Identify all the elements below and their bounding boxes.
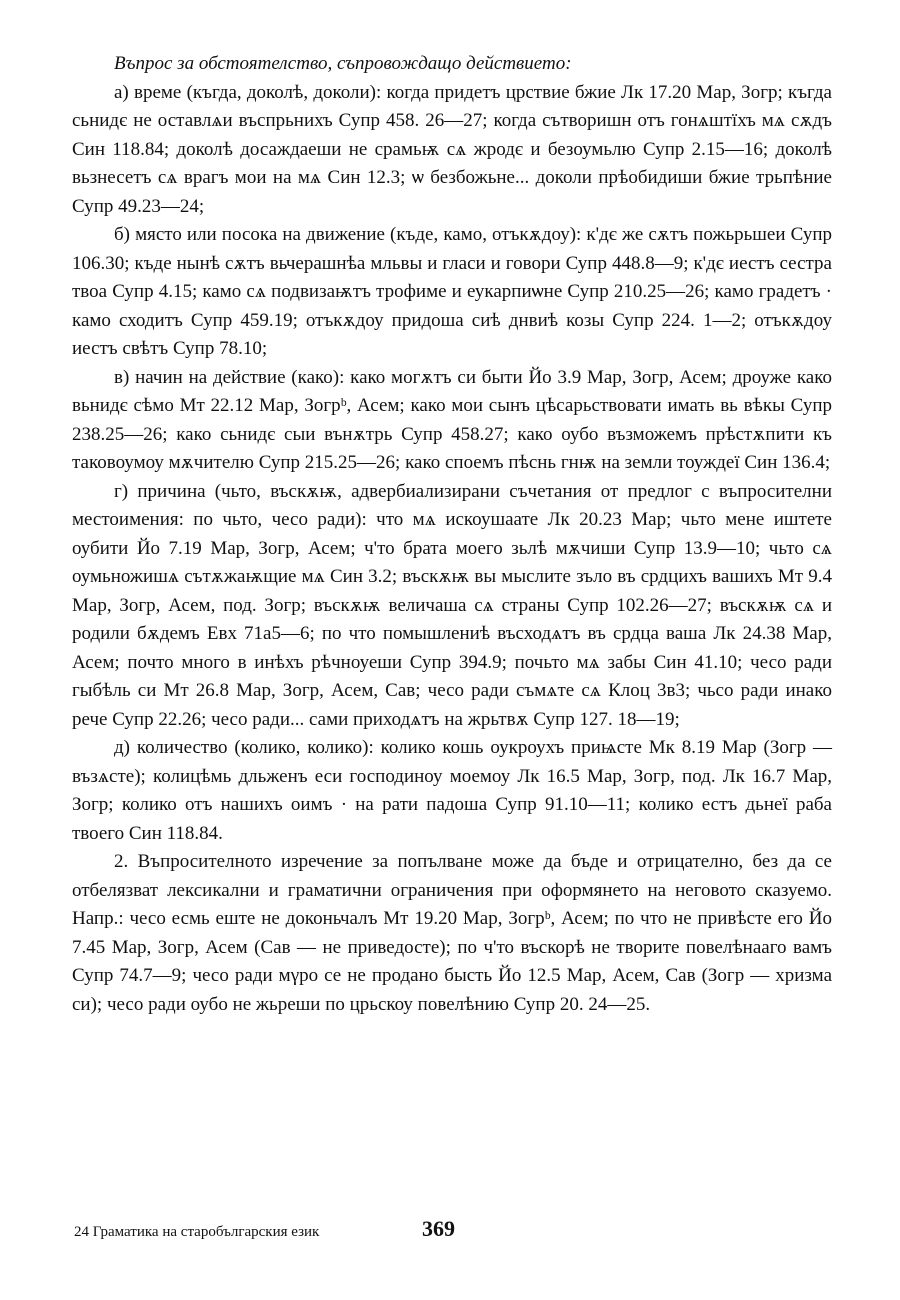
page-body bbox=[72, 50, 832, 1019]
paragraph-place: б) място или посока на движение (къде, камо, отъкѫдоу): к'дє же сѫтъ пожьрьшеи Супр 106.30; къде нынѣ сѫтъ вьчерашнѣа мльвы и гласи и говори Супр 448.8—9; к'дє иестъ сестра твоа Супр 4.15; камо сѧ подвизаѭтъ трофиме и еукарпиѡне Супр 210.25—26; камо градетъ · камо сходитъ Супр 459.19; отъкѫдоу придоша сиѣ днвиѣ козы Супр 224. 1—2; отъкѫдоу иестъ свѣтъ Супр 78.10; bbox=[72, 224, 832, 359]
paragraph-cause: г) причина (чьто, въскѫѭ, адвербиализирани съчетания от предлог с въпросителни местоимения: по чьто, чесо ради): что мѧ искоушаате Лк 20.23 Мар; чьто мене иштете оубити Йо 7.19 Мар, Зогр, Асем; ч'то брата моего зьлѣ мѫчиши Супр 13.9—10; чьто сѧ оумьножишѧ сътѫжаѭщие мѧ Син 3.2; въскѫѭ вы мыслите зъло въ срдцихъ вашихъ Мт 9.4 Мар, Зогр, Асем, под. Зогр; въскѫѭ величаша сѧ страны Супр 102.26—27; въскѫѭ сѧ и родили бѫдемъ Евх 71а5—6; по что помышлениѣ въсходѧтъ въ срдца ваша Лк 24.38 Мар, Асем; почто много в инѣхъ рѣчноуеши Супр 394.9; почьто мѧ забы Син 41.10; чесо ради гыбѣль си Мт 26.8 Мар, Зогр, Асем, Сав; чесо ради съмѧте сѧ Клоц 3в3; чьсо ради инако рече Супр 22.26; чесо ради... сами приходѧтъ на жрьтвѫ Супр 127. 18—19; bbox=[72, 480, 832, 730]
footer-signature: 24 Граматика на старобългарския език bbox=[74, 1224, 320, 1240]
paragraph-negative: 2. Въпросителното изречение за попълване може да бъде и отрицателно, без да се отбелязват лексикални и граматични ограничения при оформянето на неговото сказуемо. Напр.: чесо есмь еште не доконьчалъ Мт 19.20 Мар, Зогрᵇ, Асем; по что не привѣсте его Йо 7.45 Мар, Зогр, Асем (Сав — не приведосте); по ч'то въскорѣ не творите повелѣнааго вамъ Супр 74.7—9; чесо ради мγро се не продано бысть Йо 12.5 Мар, Асем, Сав (Зогр — хризма си); чесо ради оубо не жьреши по црьскоу повелѣнию Супр 20. 24—25. bbox=[72, 851, 832, 1015]
paragraph-time: а) време (къгда, доколѣ, доколи): когда придетъ црствие бжие Лк 17.20 Мар, Зогр; къгда сьнидє не оставлѧи въспрьнихъ Супр 458. 26—27; когда сътворишн отъ гонѧштїхъ мѧ сѫдъ Син 118.84; доколѣ досаждаеши не срамьѭ сѧ жродє и безоумьлю Супр 2.15—16; доколѣ вьзнесетъ сѧ врагъ мои на мѧ Син 12.3; ѡ безбожьне... доколи прѣобидиши бжие трьпѣние Супр 49.23—24; bbox=[72, 81, 832, 217]
paragraph-quantity: д) количество (колико, колико): колико кошь оукроухъ приѩсте Мк 8.19 Мар (Зогр — възѧсте); колицѣмь дльженъ еси господиноу моемоу Лк 16.5 Мар, Зогр, под. Лк 16.7 Мар, Зогр; колико отъ нашихъ оимъ · на рати падоша Супр 91.10—11; колико естъ дьнеї раба твоего Син 118.84. bbox=[72, 737, 832, 844]
paragraph-intro bbox=[72, 50, 832, 79]
paragraph-intro-text: Въпрос за обстоятелство, съпровождащо действието: bbox=[114, 53, 572, 74]
paragraph-manner: в) начин на действие (како): како могѫтъ си быти Йо 3.9 Мар, Зогр, Асем; дроуже како вьнидє сѣмо Мт 22.12 Мар, Зогрᵇ, Асем; како мои сынъ цѣсарьствовати имать вь вѣкы Супр 238.25—26; како сьнидє сыи вънѫтрь Супр 458.27; како оубо възможемъ прѣстѫпити къ таковоумоу мѫчителю Супр 215.25—26; како споемъ пѣснь гнѭ на земли тоуждеї Син 136.4; bbox=[72, 366, 832, 473]
page-number: 369 bbox=[422, 1216, 455, 1241]
